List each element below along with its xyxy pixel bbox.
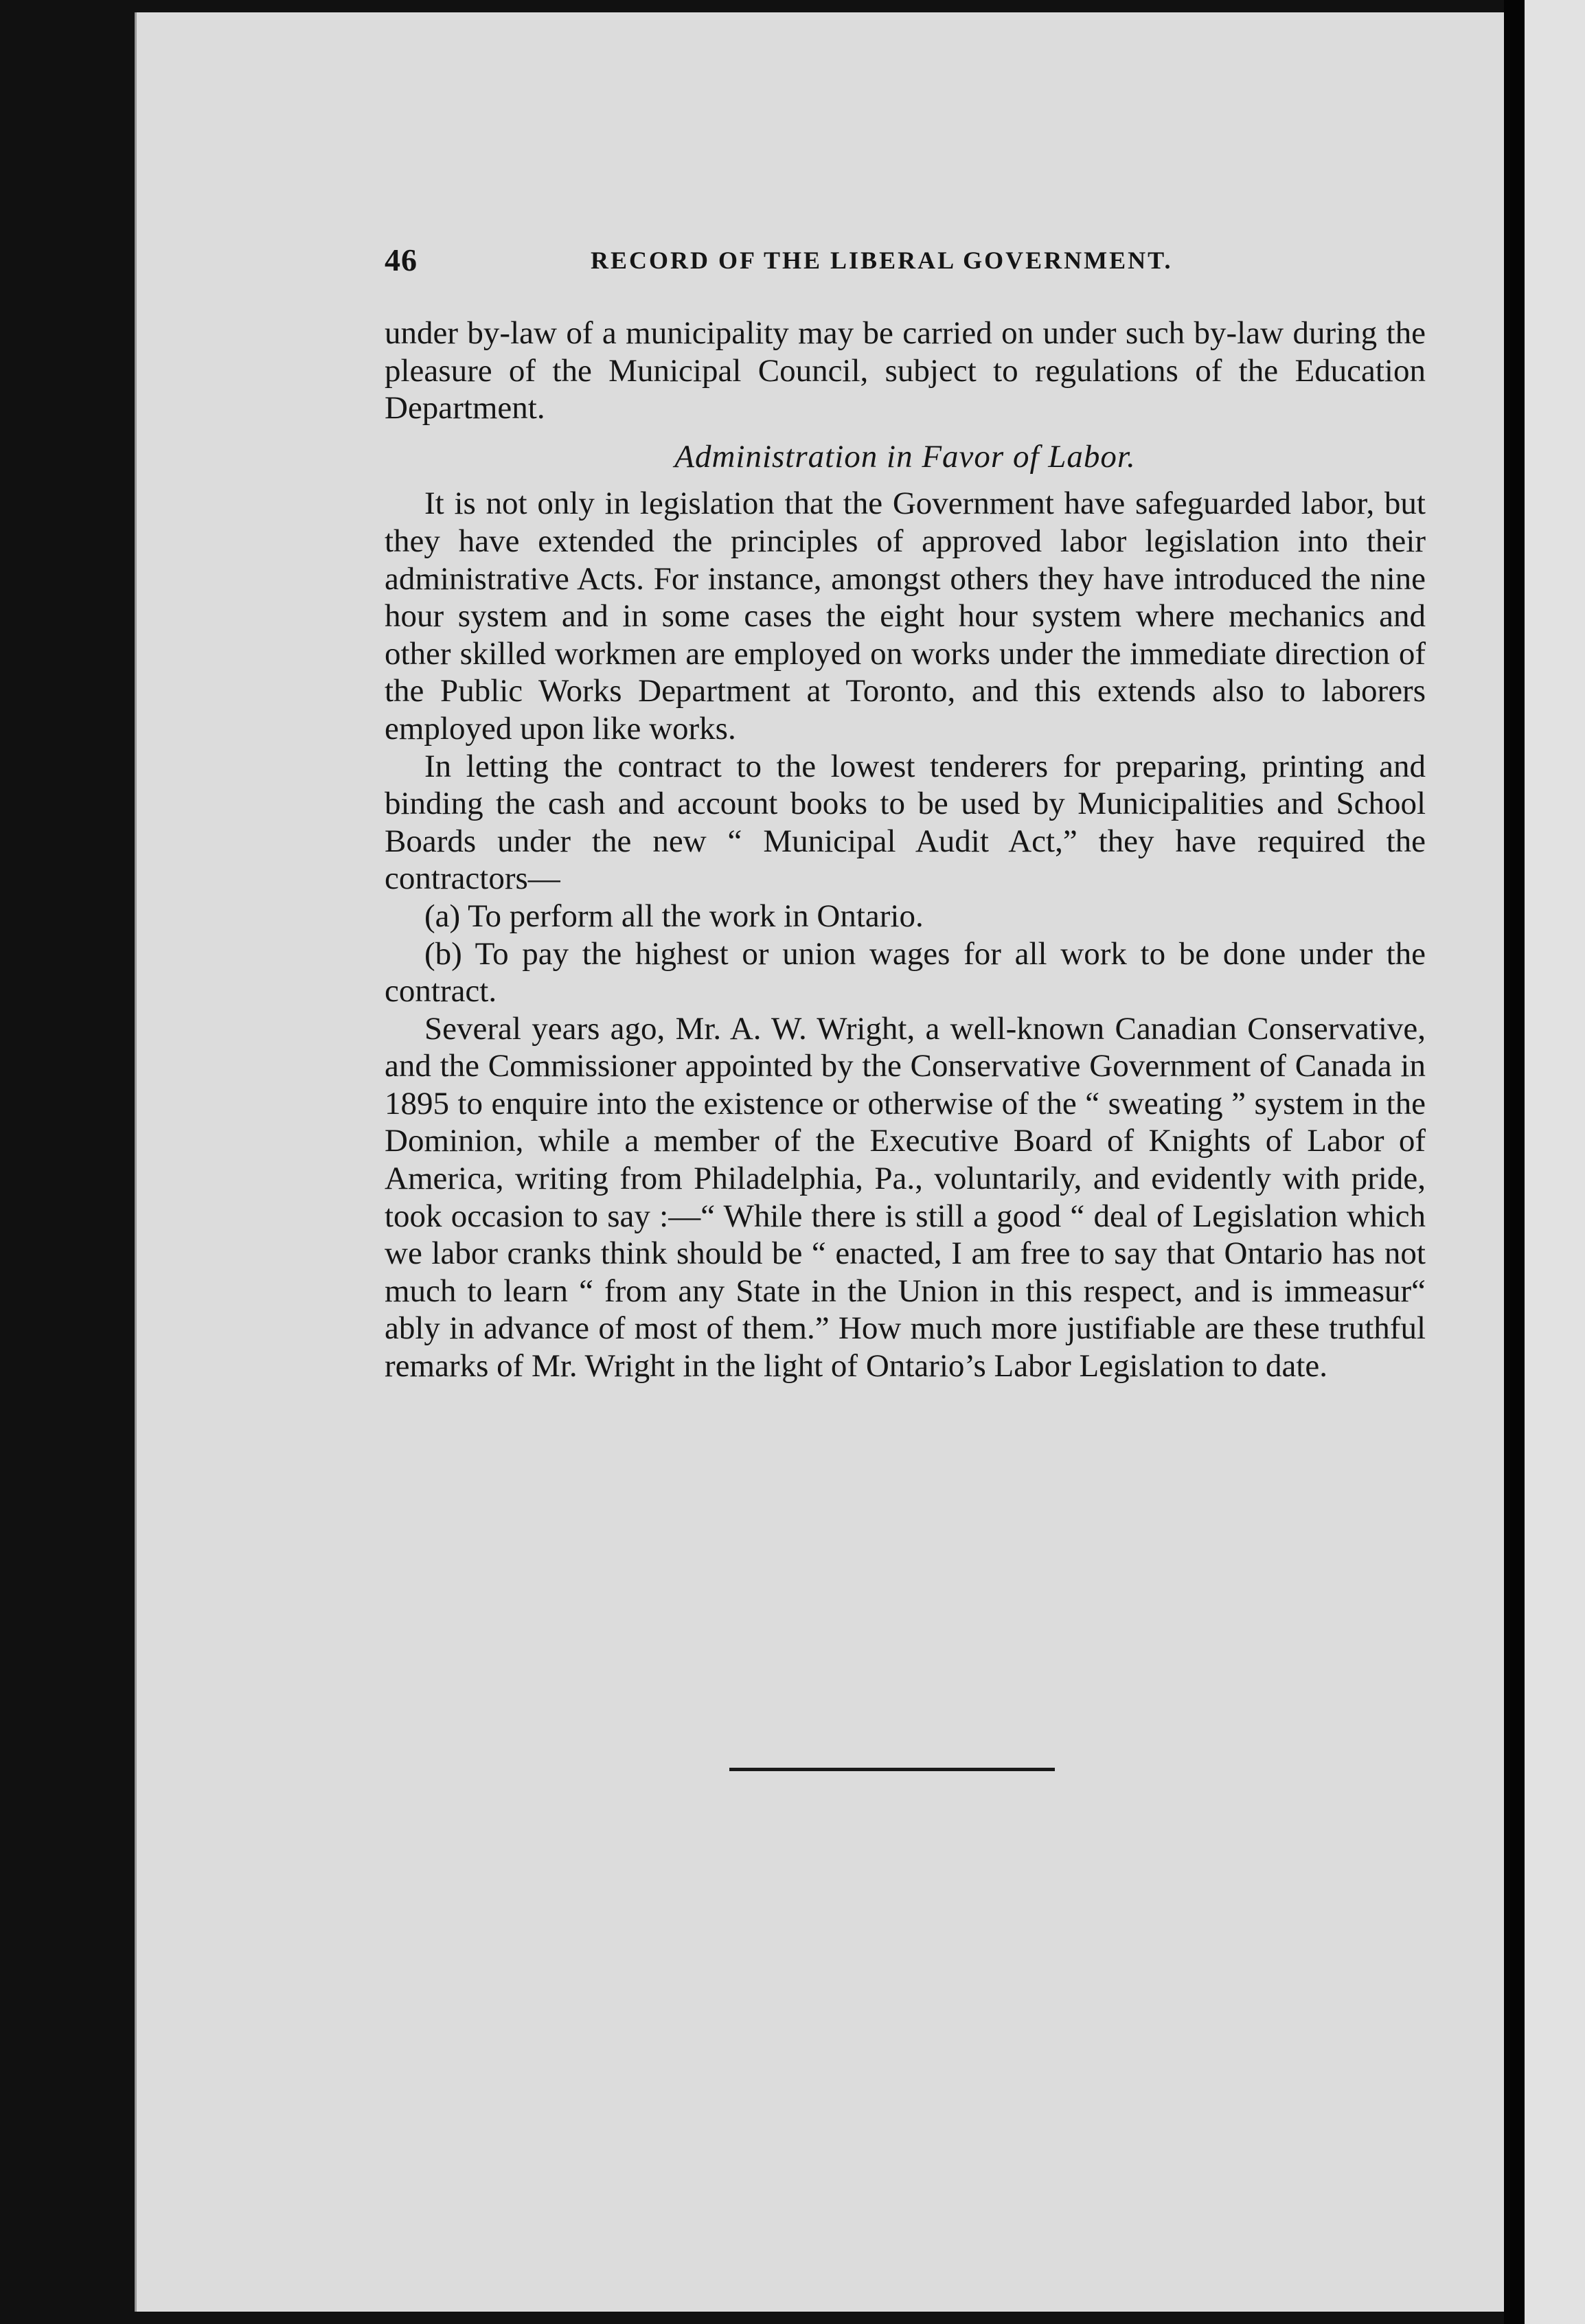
list-item-b: (b) To pay the highest or union wages for all work to be done under the contract. <box>385 935 1426 1010</box>
list-item-a: (a) To perform all the work in Ontario. <box>424 898 924 934</box>
paragraph: Several years ago, Mr. A. W. Wright, a well-known Canadian Conservative, and the Commissioner appointed by the Conservative Government of Canada in 1895 to enquire into the existence or otherwise of the “ sweating ” system in the Dominion, while a member of the Executive Board of Knights of Labor of America, writing from Philadelphia, Pa., voluntarily, and evidently with pride, took occasion to say :—“ While there is still a good “ deal of Legislation which we labor cranks think should be “ enacted, I am free to say that Ontario has not much to learn “ from any State in the Union in this respect, and is immeasur“ ably in advance of most of them.” How much more justifiable are these truthful remarks of Mr. Wright in the light of Ontario’s Labor Legislation to date. <box>385 1010 1426 1385</box>
paragraph: It is not only in legislation that the Government have safeguarded labor, but they have extended the principles of approved labor legislation into their administrative Acts. For instance, amongst others they have introduced the nine hour system and in some cases the eight hour system where mechanics and other skilled workmen are employed on works under the immediate direction of the Public Works Department at Toronto, and this extends also to laborers employed upon like works. <box>385 486 1426 747</box>
opening-paragraph: under by-law of a municipality may be carried on under such by-law during the pleasure of the Municipal Council, subject to regulations of the Education Department. <box>385 315 1426 426</box>
paragraph: In letting the contract to the lowest tenderers for preparing, printing and binding the cash and account books to be used by Municipalities and School Boards under the new “ Municipal Audit Act,” they have required the contractors— <box>385 748 1426 897</box>
page-header <box>385 242 1428 283</box>
end-rule <box>729 1768 1055 1771</box>
section-heading: Administration in Favor of Labor. <box>674 438 1136 475</box>
gutter <box>1504 0 1525 2324</box>
facing-page <box>1525 0 1585 2324</box>
running-head: RECORD OF THE LIBERAL GOVERNMENT. <box>591 247 1173 274</box>
page-number: 46 <box>385 242 418 277</box>
page-body <box>385 315 1426 1385</box>
